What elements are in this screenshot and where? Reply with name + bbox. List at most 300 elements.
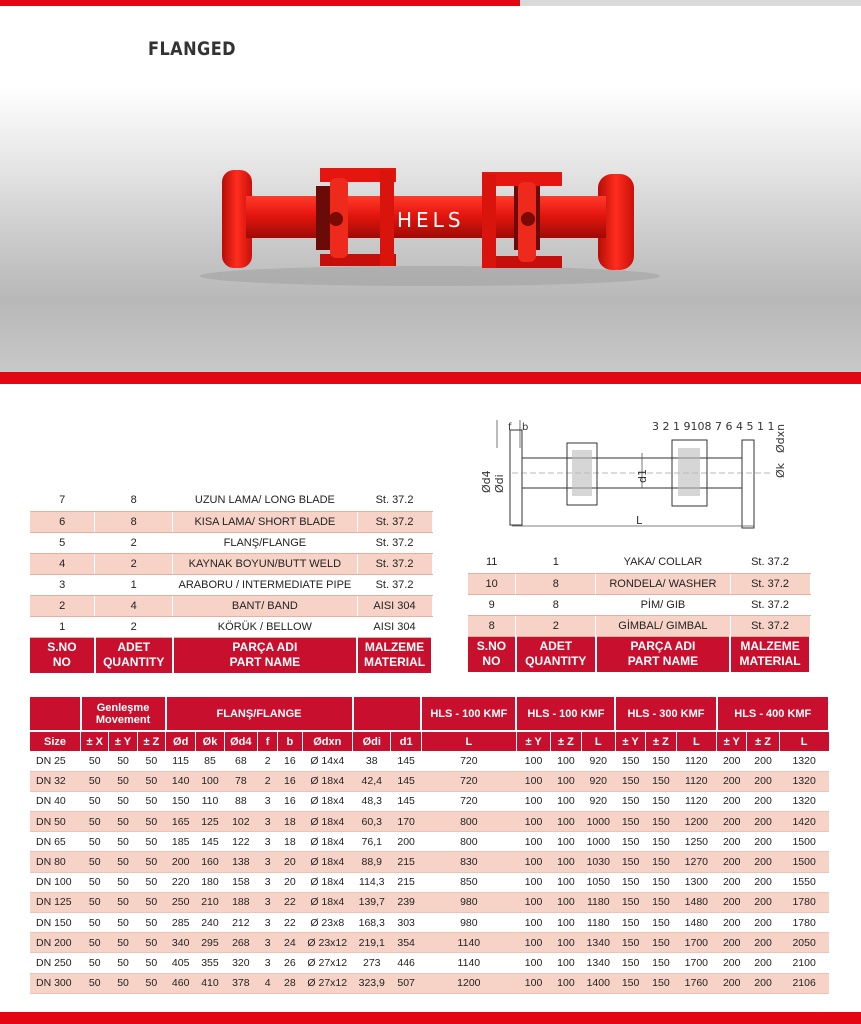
- table-cell: 188: [224, 892, 257, 912]
- table-row: [30, 913, 829, 933]
- brand-logo: HELS: [397, 208, 465, 232]
- column-header: f: [258, 731, 278, 751]
- part-material: St. 37.2: [357, 532, 432, 553]
- column-header: L: [676, 731, 716, 751]
- table-cell: 100: [551, 791, 581, 811]
- part-name: KAYNAK BOYUN/BUTT WELD: [173, 553, 357, 574]
- parts-row: [30, 511, 432, 532]
- table-cell: 50: [81, 751, 109, 771]
- table-cell: 920: [581, 771, 615, 791]
- table-cell: 50: [81, 791, 109, 811]
- table-cell: 3: [258, 812, 278, 832]
- table-row: [30, 973, 829, 993]
- table-cell: 3: [258, 791, 278, 811]
- table-cell: 150: [615, 771, 645, 791]
- parts-row: [30, 616, 432, 637]
- table-cell: 150: [615, 852, 645, 872]
- column-header: ± Y: [109, 731, 137, 751]
- table-cell: 1400: [581, 973, 615, 993]
- table-cell: 150: [615, 791, 645, 811]
- table-cell: 303: [391, 913, 421, 933]
- part-material: St. 37.2: [357, 574, 432, 595]
- parts-row: [30, 490, 432, 511]
- table-cell: 3: [258, 872, 278, 892]
- table-cell: 200: [717, 852, 747, 872]
- table-cell: 102: [224, 812, 257, 832]
- table-cell: 1480: [676, 913, 716, 933]
- table-cell: 1500: [779, 832, 829, 852]
- table-cell: Ø 18x4: [302, 812, 353, 832]
- header-part-name: PARÇA ADI PART NAME: [596, 636, 730, 672]
- column-header: ± Z: [137, 731, 165, 751]
- table-cell: Ø 18x4: [302, 771, 353, 791]
- table-cell: 1780: [779, 913, 829, 933]
- table-cell: 3: [258, 913, 278, 933]
- table-cell: 150: [646, 953, 676, 973]
- table-cell: 50: [137, 751, 165, 771]
- column-header: Ødxn: [302, 731, 353, 751]
- part-name: ARABORU / INTERMEDIATE PIPE: [173, 574, 357, 595]
- table-cell: 170: [391, 812, 421, 832]
- dim-dxn-label: Ødxn: [774, 423, 787, 453]
- table-cell: 1340: [581, 953, 615, 973]
- table-cell: 150: [615, 933, 645, 953]
- table-cell: Ø 23x12: [302, 933, 353, 953]
- table-cell: 16: [278, 791, 302, 811]
- column-header: Ød: [166, 731, 196, 751]
- dim-k-label: Øk: [774, 462, 787, 478]
- table-cell: 100: [516, 933, 550, 953]
- table-cell: 219,1: [353, 933, 391, 953]
- hls300-group-header: HLS - 300 KMF: [615, 697, 716, 731]
- part-number: 11: [468, 552, 516, 573]
- table-cell: 50: [109, 973, 137, 993]
- dim-f-label: f: [508, 422, 512, 433]
- product-photo-area: [0, 86, 861, 372]
- table-cell: 50: [81, 892, 109, 912]
- table-cell: 1500: [779, 852, 829, 872]
- dimensions-table: [30, 697, 830, 994]
- dim-d1-label: d1: [636, 469, 649, 483]
- table-cell: 50: [81, 812, 109, 832]
- table-cell: 22: [278, 892, 302, 912]
- column-header: d1: [391, 731, 421, 751]
- part-number: 6: [30, 511, 95, 532]
- table-cell: 100: [516, 852, 550, 872]
- hls100-group-header: HLS - 100 KMF: [516, 697, 615, 731]
- table-cell: 323,9: [353, 973, 391, 993]
- dim-L-label: L: [636, 514, 643, 527]
- table-cell: 980: [421, 913, 516, 933]
- flange-group-header: FLANŞ/FLANGE: [166, 697, 353, 731]
- table-cell: 50: [137, 913, 165, 933]
- pipe-group-header: [353, 697, 422, 731]
- part-name: UZUN LAMA/ LONG BLADE: [173, 490, 357, 511]
- size-cell: DN 150: [30, 913, 81, 933]
- table-cell: 28: [278, 973, 302, 993]
- table-cell: 50: [81, 832, 109, 852]
- photo-bottom-bar: [0, 372, 861, 384]
- table-cell: 138: [224, 852, 257, 872]
- part-material: St. 37.2: [357, 553, 432, 574]
- header-material: MALZEME MATERIAL: [357, 637, 432, 673]
- table-row: [30, 771, 829, 791]
- column-header: Ød4: [224, 731, 257, 751]
- part-number: 1: [30, 616, 95, 637]
- column-header: L: [421, 731, 516, 751]
- size-cell: DN 40: [30, 791, 81, 811]
- part-number: 3: [30, 574, 95, 595]
- top-accent-bar-red: [0, 0, 520, 6]
- table-cell: 100: [516, 791, 550, 811]
- table-cell: 200: [717, 832, 747, 852]
- table-cell: 50: [137, 933, 165, 953]
- part-quantity: 2: [95, 553, 173, 574]
- table-cell: 200: [747, 852, 779, 872]
- table-cell: 100: [516, 751, 550, 771]
- column-header: ± X: [81, 731, 109, 751]
- table-cell: 200: [747, 953, 779, 973]
- table-cell: 200: [166, 852, 196, 872]
- table-cell: 150: [615, 973, 645, 993]
- table-cell: 1270: [676, 852, 716, 872]
- column-header-row: [30, 731, 829, 751]
- table-cell: 150: [646, 832, 676, 852]
- table-cell: 150: [615, 953, 645, 973]
- part-number: 4: [30, 553, 95, 574]
- table-cell: 355: [196, 953, 224, 973]
- size-cell: DN 300: [30, 973, 81, 993]
- table-cell: 1550: [779, 872, 829, 892]
- table-cell: 1700: [676, 933, 716, 953]
- table-cell: 150: [166, 791, 196, 811]
- part-material: AISI 304: [357, 595, 432, 616]
- table-cell: 200: [717, 953, 747, 973]
- table-cell: 3: [258, 933, 278, 953]
- table-cell: 800: [421, 812, 516, 832]
- table-cell: 50: [109, 751, 137, 771]
- table-cell: 100: [551, 812, 581, 832]
- table-cell: 50: [81, 973, 109, 993]
- table-cell: Ø 18x4: [302, 832, 353, 852]
- table-cell: 100: [516, 832, 550, 852]
- table-cell: 446: [391, 953, 421, 973]
- table-cell: 200: [747, 933, 779, 953]
- column-header: ± Z: [646, 731, 676, 751]
- table-cell: 145: [196, 832, 224, 852]
- table-cell: 100: [516, 973, 550, 993]
- table-row: [30, 751, 829, 771]
- table-cell: 2050: [779, 933, 829, 953]
- table-cell: 150: [646, 852, 676, 872]
- table-cell: 1200: [421, 973, 516, 993]
- table-cell: 180: [196, 872, 224, 892]
- parts-row: [468, 573, 810, 594]
- table-cell: Ø 18x4: [302, 852, 353, 872]
- table-cell: 185: [166, 832, 196, 852]
- table-cell: 1340: [581, 933, 615, 953]
- parts-header-row: [30, 637, 432, 673]
- table-cell: 20: [278, 872, 302, 892]
- parts-row: [30, 574, 432, 595]
- table-cell: 2106: [779, 973, 829, 993]
- table-cell: 354: [391, 933, 421, 953]
- table-cell: 100: [551, 872, 581, 892]
- table-cell: 168,3: [353, 913, 391, 933]
- header-sno: S.NO NO: [30, 637, 95, 673]
- parts-row: [30, 595, 432, 616]
- part-material: St. 37.2: [730, 573, 810, 594]
- column-header: L: [581, 731, 615, 751]
- column-header: Ødi: [353, 731, 391, 751]
- table-cell: 160: [196, 852, 224, 872]
- table-cell: 1300: [676, 872, 716, 892]
- table-cell: 50: [81, 933, 109, 953]
- dim-d4-label: Ød4: [480, 470, 493, 493]
- table-cell: 150: [646, 872, 676, 892]
- table-cell: 100: [551, 892, 581, 912]
- table-cell: 18: [278, 832, 302, 852]
- table-cell: Ø 27x12: [302, 973, 353, 993]
- table-cell: 150: [615, 751, 645, 771]
- table-cell: 68: [224, 751, 257, 771]
- part-material: AISI 304: [357, 616, 432, 637]
- table-cell: 1320: [779, 771, 829, 791]
- table-row: [30, 812, 829, 832]
- table-cell: 50: [109, 812, 137, 832]
- table-cell: 2: [258, 751, 278, 771]
- header-material: MALZEME MATERIAL: [730, 636, 810, 672]
- table-row: [30, 832, 829, 852]
- parts-row: [30, 553, 432, 574]
- table-cell: 1050: [581, 872, 615, 892]
- table-cell: 200: [717, 892, 747, 912]
- parts-row: [30, 532, 432, 553]
- column-header: ± Y: [717, 731, 747, 751]
- parts-list-right: [468, 552, 811, 673]
- table-cell: 150: [615, 913, 645, 933]
- header-quantity: ADET QUANTITY: [516, 636, 596, 672]
- table-cell: 50: [81, 872, 109, 892]
- table-cell: 18: [278, 812, 302, 832]
- table-cell: Ø 18x4: [302, 872, 353, 892]
- parts-list-left: [30, 490, 433, 674]
- table-cell: 114,3: [353, 872, 391, 892]
- table-cell: Ø 23x8: [302, 913, 353, 933]
- table-cell: 50: [137, 953, 165, 973]
- size-cell: DN 125: [30, 892, 81, 912]
- table-cell: 50: [137, 771, 165, 791]
- part-name: KISA LAMA/ SHORT BLADE: [173, 511, 357, 532]
- header-sno: S.NO NO: [468, 636, 516, 672]
- table-cell: 273: [353, 953, 391, 973]
- table-cell: 200: [717, 771, 747, 791]
- header-part-name: PARÇA ADI PART NAME: [173, 637, 357, 673]
- table-cell: 320: [224, 953, 257, 973]
- table-row: [30, 791, 829, 811]
- table-cell: 200: [747, 771, 779, 791]
- table-cell: 145: [391, 771, 421, 791]
- table-cell: 145: [391, 791, 421, 811]
- table-cell: 100: [516, 872, 550, 892]
- table-cell: 100: [551, 913, 581, 933]
- size-cell: DN 250: [30, 953, 81, 973]
- movement-group-header: Genleşme Movement: [81, 697, 166, 731]
- table-cell: 100: [551, 953, 581, 973]
- table-cell: Ø 18x4: [302, 791, 353, 811]
- part-quantity: 8: [95, 490, 173, 511]
- table-cell: 48,3: [353, 791, 391, 811]
- table-cell: 110: [196, 791, 224, 811]
- table-cell: 1320: [779, 751, 829, 771]
- table-cell: 50: [137, 812, 165, 832]
- table-cell: 100: [551, 933, 581, 953]
- part-quantity: 8: [516, 594, 596, 615]
- page-title: FLANGED: [148, 38, 237, 60]
- table-cell: 1140: [421, 953, 516, 973]
- table-cell: 268: [224, 933, 257, 953]
- hls100-length-header: HLS - 100 KMF: [421, 697, 516, 731]
- table-cell: 1700: [676, 953, 716, 973]
- table-cell: 200: [717, 913, 747, 933]
- dim-di-label: Ødi: [493, 474, 506, 493]
- table-cell: 100: [551, 832, 581, 852]
- table-cell: 800: [421, 832, 516, 852]
- table-cell: 200: [717, 933, 747, 953]
- table-cell: 1780: [779, 892, 829, 912]
- table-cell: 50: [109, 872, 137, 892]
- table-cell: 50: [109, 791, 137, 811]
- table-cell: 340: [166, 933, 196, 953]
- table-cell: 150: [615, 872, 645, 892]
- hls400-group-header: HLS - 400 KMF: [717, 697, 829, 731]
- table-cell: 115: [166, 751, 196, 771]
- table-cell: Ø 14x4: [302, 751, 353, 771]
- table-cell: 1480: [676, 892, 716, 912]
- parts-header-row: [468, 636, 810, 672]
- table-cell: 200: [747, 872, 779, 892]
- table-cell: 88,9: [353, 852, 391, 872]
- size-cell: DN 32: [30, 771, 81, 791]
- table-cell: 50: [137, 892, 165, 912]
- parts-row: [468, 552, 810, 573]
- table-cell: 1320: [779, 791, 829, 811]
- table-cell: 42,4: [353, 771, 391, 791]
- table-cell: 850: [421, 872, 516, 892]
- table-cell: 200: [717, 872, 747, 892]
- table-cell: 239: [391, 892, 421, 912]
- table-cell: 139,7: [353, 892, 391, 912]
- part-quantity: 4: [95, 595, 173, 616]
- table-cell: 215: [391, 852, 421, 872]
- table-cell: 200: [747, 751, 779, 771]
- table-cell: 122: [224, 832, 257, 852]
- part-number: 10: [468, 573, 516, 594]
- table-row: [30, 892, 829, 912]
- table-cell: 50: [137, 973, 165, 993]
- table-cell: 50: [81, 953, 109, 973]
- table-cell: 4: [258, 973, 278, 993]
- table-cell: 200: [747, 913, 779, 933]
- table-cell: 150: [646, 771, 676, 791]
- table-cell: 210: [196, 892, 224, 912]
- table-cell: 50: [109, 852, 137, 872]
- table-cell: 100: [196, 771, 224, 791]
- table-cell: 1420: [779, 812, 829, 832]
- table-cell: 200: [747, 812, 779, 832]
- table-cell: 460: [166, 973, 196, 993]
- bottom-accent-bar: [0, 1012, 861, 1024]
- table-cell: 158: [224, 872, 257, 892]
- part-material: St. 37.2: [357, 511, 432, 532]
- header-quantity: ADET QUANTITY: [95, 637, 173, 673]
- technical-drawing: [472, 418, 812, 536]
- table-cell: 24: [278, 933, 302, 953]
- table-cell: 26: [278, 953, 302, 973]
- table-cell: 920: [581, 791, 615, 811]
- table-cell: 1000: [581, 812, 615, 832]
- table-cell: 720: [421, 791, 516, 811]
- parts-row: [468, 615, 810, 636]
- table-cell: 150: [646, 933, 676, 953]
- table-cell: 1120: [676, 791, 716, 811]
- part-material: St. 37.2: [730, 552, 810, 573]
- table-cell: 980: [421, 892, 516, 912]
- table-cell: 50: [81, 771, 109, 791]
- table-cell: 150: [646, 892, 676, 912]
- table-cell: 215: [391, 872, 421, 892]
- part-quantity: 1: [516, 552, 596, 573]
- part-number: 8: [468, 615, 516, 636]
- table-cell: 22: [278, 913, 302, 933]
- parts-row: [468, 594, 810, 615]
- size-cell: DN 100: [30, 872, 81, 892]
- table-cell: 1030: [581, 852, 615, 872]
- size-cell: DN 65: [30, 832, 81, 852]
- table-cell: 100: [551, 771, 581, 791]
- table-cell: 150: [646, 913, 676, 933]
- table-cell: 1180: [581, 892, 615, 912]
- size-cell: DN 200: [30, 933, 81, 953]
- part-material: St. 37.2: [730, 615, 810, 636]
- table-cell: 150: [615, 892, 645, 912]
- part-number: 7: [30, 490, 95, 511]
- table-cell: 150: [615, 832, 645, 852]
- table-cell: 150: [615, 812, 645, 832]
- column-header: Size: [30, 731, 81, 751]
- table-cell: 50: [109, 771, 137, 791]
- table-cell: 50: [109, 892, 137, 912]
- table-cell: 920: [581, 751, 615, 771]
- table-cell: 378: [224, 973, 257, 993]
- table-cell: 125: [196, 812, 224, 832]
- table-cell: 250: [166, 892, 196, 912]
- part-number: 9: [468, 594, 516, 615]
- column-header: L: [779, 731, 829, 751]
- table-cell: 200: [717, 751, 747, 771]
- table-cell: 100: [551, 751, 581, 771]
- table-cell: 295: [196, 933, 224, 953]
- table-cell: Ø 18x4: [302, 892, 353, 912]
- part-quantity: 2: [95, 616, 173, 637]
- table-cell: 50: [109, 913, 137, 933]
- table-cell: 50: [109, 933, 137, 953]
- table-cell: 100: [551, 973, 581, 993]
- expansion-joint-illustration: [0, 86, 861, 372]
- table-cell: 1180: [581, 913, 615, 933]
- table-cell: 410: [196, 973, 224, 993]
- table-cell: 50: [109, 832, 137, 852]
